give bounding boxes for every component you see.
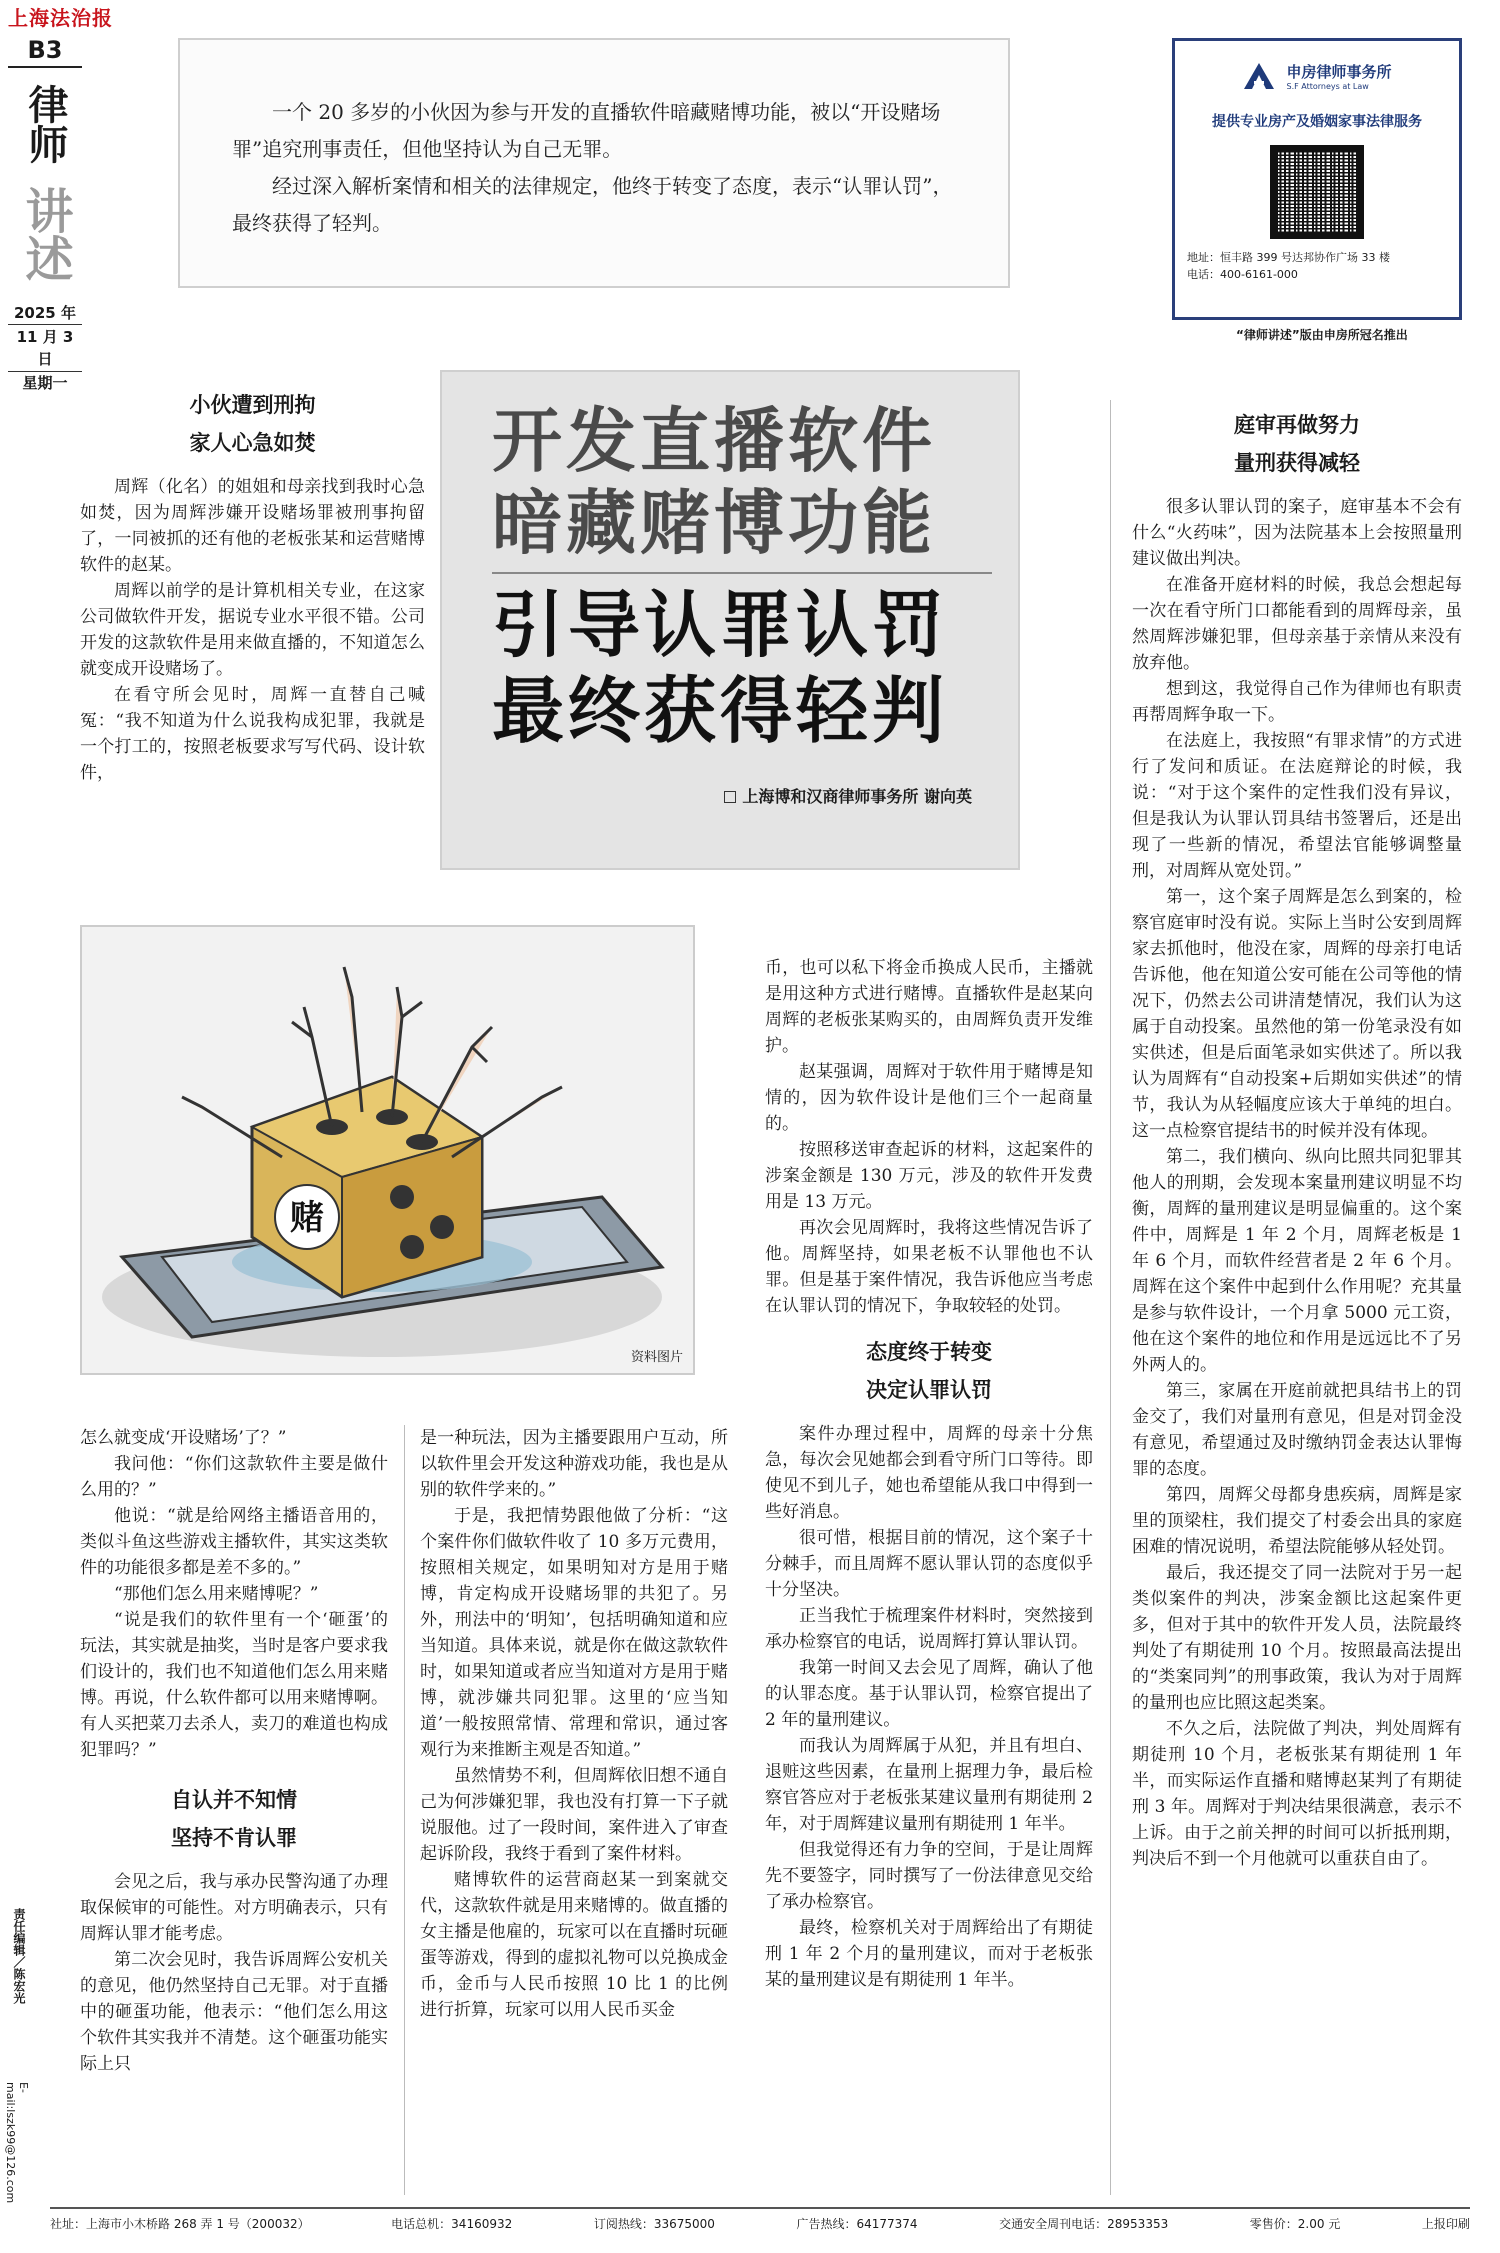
lead-paragraph: 经过深入解析案情和相关的法律规定，他终于转变了态度，表示“认罪认罚”，最终获得了轻判。 (232, 174, 953, 235)
article-paragraph: 很多认罪认罚的案子，庭审基本不会有什么“火药味”，因为法院基本上会按照量刑建议做出判决。 (1132, 497, 1462, 569)
editor-credit: 责任编辑／陈宏光 (12, 1908, 26, 2004)
paragraphs (80, 474, 425, 786)
paragraphs (1132, 494, 1462, 1872)
headline-line: 引导认罪认罚 (492, 583, 949, 667)
paragraphs (765, 1421, 1093, 1993)
article-paragraph: 但我觉得还有力争的空间，于是让周辉先不要签字，同时撰写了一份法律意见交给了承办检察官。 (765, 1840, 1093, 1912)
column-rule (1110, 400, 1111, 2195)
article-paragraph: 赵某强调，周辉对于软件用于赌博是知情的，因为软件设计是他们三个一起商量的。 (765, 1062, 1093, 1134)
ad-address: 地址：恒丰路 399 号达邦协作广场 33 楼 (1187, 251, 1390, 264)
article-paragraph: 最终，检察机关对于周辉给出了有期徒刑 1 年 2 个月的量刑建议，而对于老板张某的量刑建议是有期徒刑 1 年半。 (765, 1918, 1093, 1990)
article-paragraph: 在法庭上，我按照“有罪求情”的方式进行了发问和质证。在法庭辩论的时候，我说：“对于这个案件的定性我们没有异议，但是我认为认罪认罚具结书签署后，还是出现了一些新的情况，希望法官能够调整量刑，对周辉从宽处罚。” (1132, 731, 1462, 881)
headline-line: 开发直播软件 (492, 399, 936, 482)
paragraphs (420, 1425, 728, 2023)
article-paragraph: 而我认为周辉属于从犯，并且有坦白、退赃这些因素，在量刑上据理力争，最后检察官答应对于老板张某建议量刑有期徒刑 2 年，对于周辉建议量刑有期徒刑 1 年半。 (765, 1736, 1093, 1834)
article-paragraph: 不久之后，法院做了判决，判处周辉有期徒刑 10 个月，老板张某有期徒刑 1 年半，而实际运作直播和赌博赵某判了有期徒刑 3 年。周辉对于判决结果很满意，表示不上诉。由于之前关押的时间可以折抵刑期，判决后不到一个月他就可以重获自由了。 (1132, 1719, 1462, 1869)
dice-phone-illustration-icon (82, 927, 693, 1373)
paragraphs (80, 1425, 388, 1763)
firm-name-en: S.F Attorneys at Law (1286, 82, 1369, 91)
column-rule (404, 1425, 405, 2195)
article-paragraph: 很可惜，根据目前的情况，这个案子十分棘手，而且周辉不愿认罪认罚的态度似乎十分坚决。 (765, 1528, 1093, 1600)
illustration (80, 925, 695, 1375)
article-paragraph: 怎么就变成‘开设赌场’了？” (80, 1428, 287, 1448)
page-number: B3 (8, 36, 82, 68)
footer-traffic: 交通安全周刊电话：28953353 (999, 2217, 1169, 2231)
editor-email[interactable]: E-mail:lszk99@126.com (4, 2082, 30, 2204)
pub-weekday: 星期一 (22, 374, 68, 392)
byline-text: 上海博和汉商律师事务所 谢向英 (742, 787, 972, 806)
footer-ads: 广告热线：64177374 (796, 2217, 918, 2231)
firm-mark-icon (1242, 61, 1276, 91)
article-paragraph: 于是，我把情势跟他做了分析：“这个案件你们做软件收了 10 多万元费用，按照相关规定，如果明知对方是用于赌博，肯定构成开设赌场罪的共犯了。另外，刑法中的‘明知’，包括明确知道和应当知道。具体来说，就是你在做这款软件时，如果知道或者应当知道对方是用于赌博，就涉嫌共同犯罪。这里的‘应当知道’一般按照常情、常理和常识，通过客观行为来推断主观是否知道。” (420, 1506, 728, 1760)
ad-tagline: 提供专业房产及婚姻家事法律服务 (1212, 114, 1422, 130)
headline-divider (492, 572, 992, 574)
pub-date (8, 302, 82, 394)
article-paragraph: 周辉以前学的是计算机相关专业，在这家公司做软件开发，据说专业水平很不错。公司开发的这款软件是用来做直播的，不知道怎么就变成开设赌场了。 (80, 581, 425, 679)
footer-price: 零售价：2.00 元 (1249, 2217, 1341, 2231)
dice-glyph: 赌 (290, 1198, 324, 1238)
article-paragraph: 第一，这个案子周辉是怎么到案的，检察官庭审时没有说。实际上当时公安到周辉家去抓他时，他没在家，周辉的母亲打电话告诉他，他在知道公安可能在公司等他的情况下，仍然去公司讲清楚情况，我们认为这属于自动投案。虽然他的第一份笔录没有如实供述，但是后面笔录如实供述了。所以我认为周辉有“自动投案+后期如实供述”的情节，我认为从轻幅度应该大于单纯的坦白。这一点检察官提结书的时候并没有体现。 (1132, 887, 1462, 1141)
article-paragraph: 我第一时间又去会见了周辉，确认了他的认罪态度。基于认罪认罚，检察官提出了 2 年的量刑建议。 (765, 1658, 1093, 1730)
section-heading: 小伙遭到刑拘 家人心急如焚 (189, 393, 316, 455)
article-paragraph: 案件办理过程中，周辉的母亲十分焦急，每次会见她都会到看守所门口等待。即使见不到儿子，她也希望能从我口中得到一些好消息。 (765, 1424, 1093, 1522)
paragraphs (765, 955, 1093, 1319)
pub-day: 11 月 3 日 (8, 324, 82, 372)
article-column-4 (765, 955, 1093, 1993)
footer-printer: 上报印刷 (1421, 2217, 1470, 2231)
sponsor-note: “律师讲述”版由申房所冠名推出 (1236, 328, 1408, 342)
footer-phone: 电话总机：34160932 (391, 2217, 513, 2231)
article-paragraph: 再次会见周辉时，我将这些情况告诉了他。周辉坚持，如果老板不认罪他也不认罪。但是基于案件情况，我告诉他应当考虑在认罪认罚的情况下，争取较轻的处罚。 (765, 1218, 1093, 1316)
article-column-2 (80, 1425, 388, 2077)
firm-name (1286, 61, 1391, 91)
article-paragraph: 最后，我还提交了同一法院对于另一起类似案件的判决，涉案金额比这起案件更多，但对于其中的软件开发人员，法院最终判处了有期徒刑 10 个月。按照最高法提出的“类案同判”的刑事政策，我认为对于周辉的量刑也应比照这起类案。 (1132, 1563, 1462, 1713)
article-paragraph: 赌博软件的运营商赵某一到案就交代，这款软件就是用来赌博的。做直播的女主播是他雇的，玩家可以在直播时玩砸蛋等游戏，得到的虚拟礼物可以兑换成金币，金币与人民币按照 10 比 1 的比例进行折算，玩家可以用人民币买金 (420, 1870, 728, 2020)
article-paragraph: 会见之后，我与承办民警沟通了办理取保候审的可能性。对方明确表示，只有周辉认罪才能考虑。 (80, 1872, 388, 1944)
byline (492, 784, 998, 807)
article-paragraph: 第二次会见时，我告诉周辉公安机关的意见，他仍然坚持自己无罪。对于直播中的砸蛋功能，他表示：“他们怎么用这个软件其实我并不清楚。这个砸蛋功能实际上只 (80, 1950, 388, 2074)
column-sidebar (8, 36, 82, 394)
article-paragraph: 周辉（化名）的姐姐和母亲找到我时心急如焚，因为周辉涉嫌开设赌场罪被刑事拘留了，一同被抓的还有他的老板张某和运营赌博软件的赵某。 (80, 477, 425, 575)
article-paragraph: 在看守所会见时，周辉一直替自己喊冤：“我不知道为什么说我构成犯罪，我就是一个打工的，按照老板要求写写代码、设计软件， (80, 685, 425, 783)
ad-phone: 电话：400-6161-000 (1187, 268, 1298, 281)
article-paragraph: 我问他：“你们这款软件主要是做什么用的？” (80, 1454, 388, 1500)
firm-name-cn: 申房律师事务所 (1286, 63, 1392, 81)
article-paragraph: 第二，我们横向、纵向比照共同犯罪其他人的刑期，会发现本案量刑建议明显不均衡，周辉的量刑建议是明显偏重的。这个案件中，周辉是 1 年 2 个月，周辉老板是 1 年 6 个月，而软件经营者是 2 年 6 个月。周辉在这个案件中起到什么作用呢？充其量是参与软件设计，一个月拿 5000 元工资，他在这个案件的地位和作用是远远比不了另外两人的。 (1132, 1147, 1462, 1375)
article-column-1 (80, 380, 425, 786)
column-name-b: 讲述 (17, 186, 73, 282)
article-paragraph: 是一种玩法，因为主播要跟用户互动，所以软件里会开发这种游戏功能，我也是从别的软件学来的。” (420, 1428, 728, 1500)
headline-block (440, 370, 1020, 870)
lead-paragraph: 一个 20 多岁的小伙因为参与开发的直播软件暗藏赌博功能，被以“开设赌场罪”追究刑事责任，但他坚持认为自己无罪。 (232, 100, 941, 161)
section-heading: 自认并不知情 坚持不肯认罪 (171, 1788, 297, 1850)
ad-contact (1187, 249, 1447, 283)
headline-line: 暗藏赌博功能 (492, 481, 936, 564)
article-paragraph: 币，也可以私下将金币换成人民币，主播就是用这种方式进行赌博。直播软件是赵某向周辉的老板张某购买的，由周辉负责开发维护。 (765, 958, 1093, 1056)
article-paragraph: 按照移送审查起诉的材料，这起案件的涉案金额是 130 万元，涉及的软件开发费用是 13 万元。 (765, 1140, 1093, 1212)
section-heading: 态度终于转变 决定认罪认罚 (866, 1340, 992, 1402)
paper-logo: 上海法治报 (8, 6, 113, 30)
article-paragraph: “那他们怎么用来赌博呢？” (114, 1584, 319, 1604)
qr-code-icon[interactable] (1270, 145, 1364, 239)
column-name-a: 律师 (22, 84, 68, 164)
headline-line: 最终获得轻判 (492, 669, 949, 753)
article-paragraph: 正当我忙于梳理案件材料时，突然接到承办检察官的电话，说周辉打算认罪认罚。 (765, 1606, 1093, 1652)
lead-box (178, 38, 1010, 288)
footer (50, 2207, 1470, 2232)
article-paragraph: 第三，家属在开庭前就把具结书上的罚金交了，我们对量刑有意见，但是对罚金没有意见，希望通过及时缴纳罚金表达认罪悔罪的态度。 (1132, 1381, 1462, 1479)
pub-year: 2025 年 (14, 304, 76, 322)
section-heading: 庭审再做努力 量刑获得减轻 (1234, 413, 1360, 475)
article-paragraph: 在准备开庭材料的时候，我总会想起每一次在看守所门口都能看到的周辉母亲，虽然周辉涉嫌犯罪，但母亲基于亲情从来没有放弃他。 (1132, 575, 1462, 673)
article-paragraph: 想到这，我觉得自己作为律师也有职责再帮周辉争取一下。 (1132, 679, 1462, 725)
square-icon (724, 791, 736, 803)
article-paragraph: 虽然情势不利，但周辉依旧想不通自己为何涉嫌犯罪，我也没有打算一下子就说服他。过了一段时间，案件进入了审查起诉阶段，我终于看到了案件材料。 (420, 1766, 728, 1864)
article-column-3 (420, 1425, 728, 2023)
article-paragraph: 他说：“就是给网络主播语音用的，类似斗鱼这些游戏主播软件，其实这类软件的功能很多都是差不多的。” (80, 1506, 388, 1578)
sponsor-ad[interactable] (1172, 38, 1462, 320)
footer-address: 社址：上海市小木桥路 268 弄 1 号（200032） (50, 2217, 310, 2231)
paragraphs (80, 1869, 388, 2077)
article-paragraph: 第四，周辉父母都身患疾病，周辉是家里的顶梁柱，我们提交了村委会出具的家庭困难的情况说明，希望法院能够从轻处罚。 (1132, 1485, 1462, 1557)
firm-logo (1187, 51, 1447, 101)
article-column-5 (1132, 400, 1462, 1872)
article-paragraph: “说是我们的软件里有一个‘砸蛋’的玩法，其实就是抽奖，当时是客户要求我们设计的，我们也不知道他们怎么用来赌博。再说，什么软件都可以用来赌博啊。有人买把菜刀去杀人，卖刀的难道也构成犯罪吗？” (80, 1610, 388, 1760)
footer-subscribe: 订阅热线：33675000 (593, 2217, 715, 2231)
image-caption: 资料图片 (630, 1350, 683, 1365)
